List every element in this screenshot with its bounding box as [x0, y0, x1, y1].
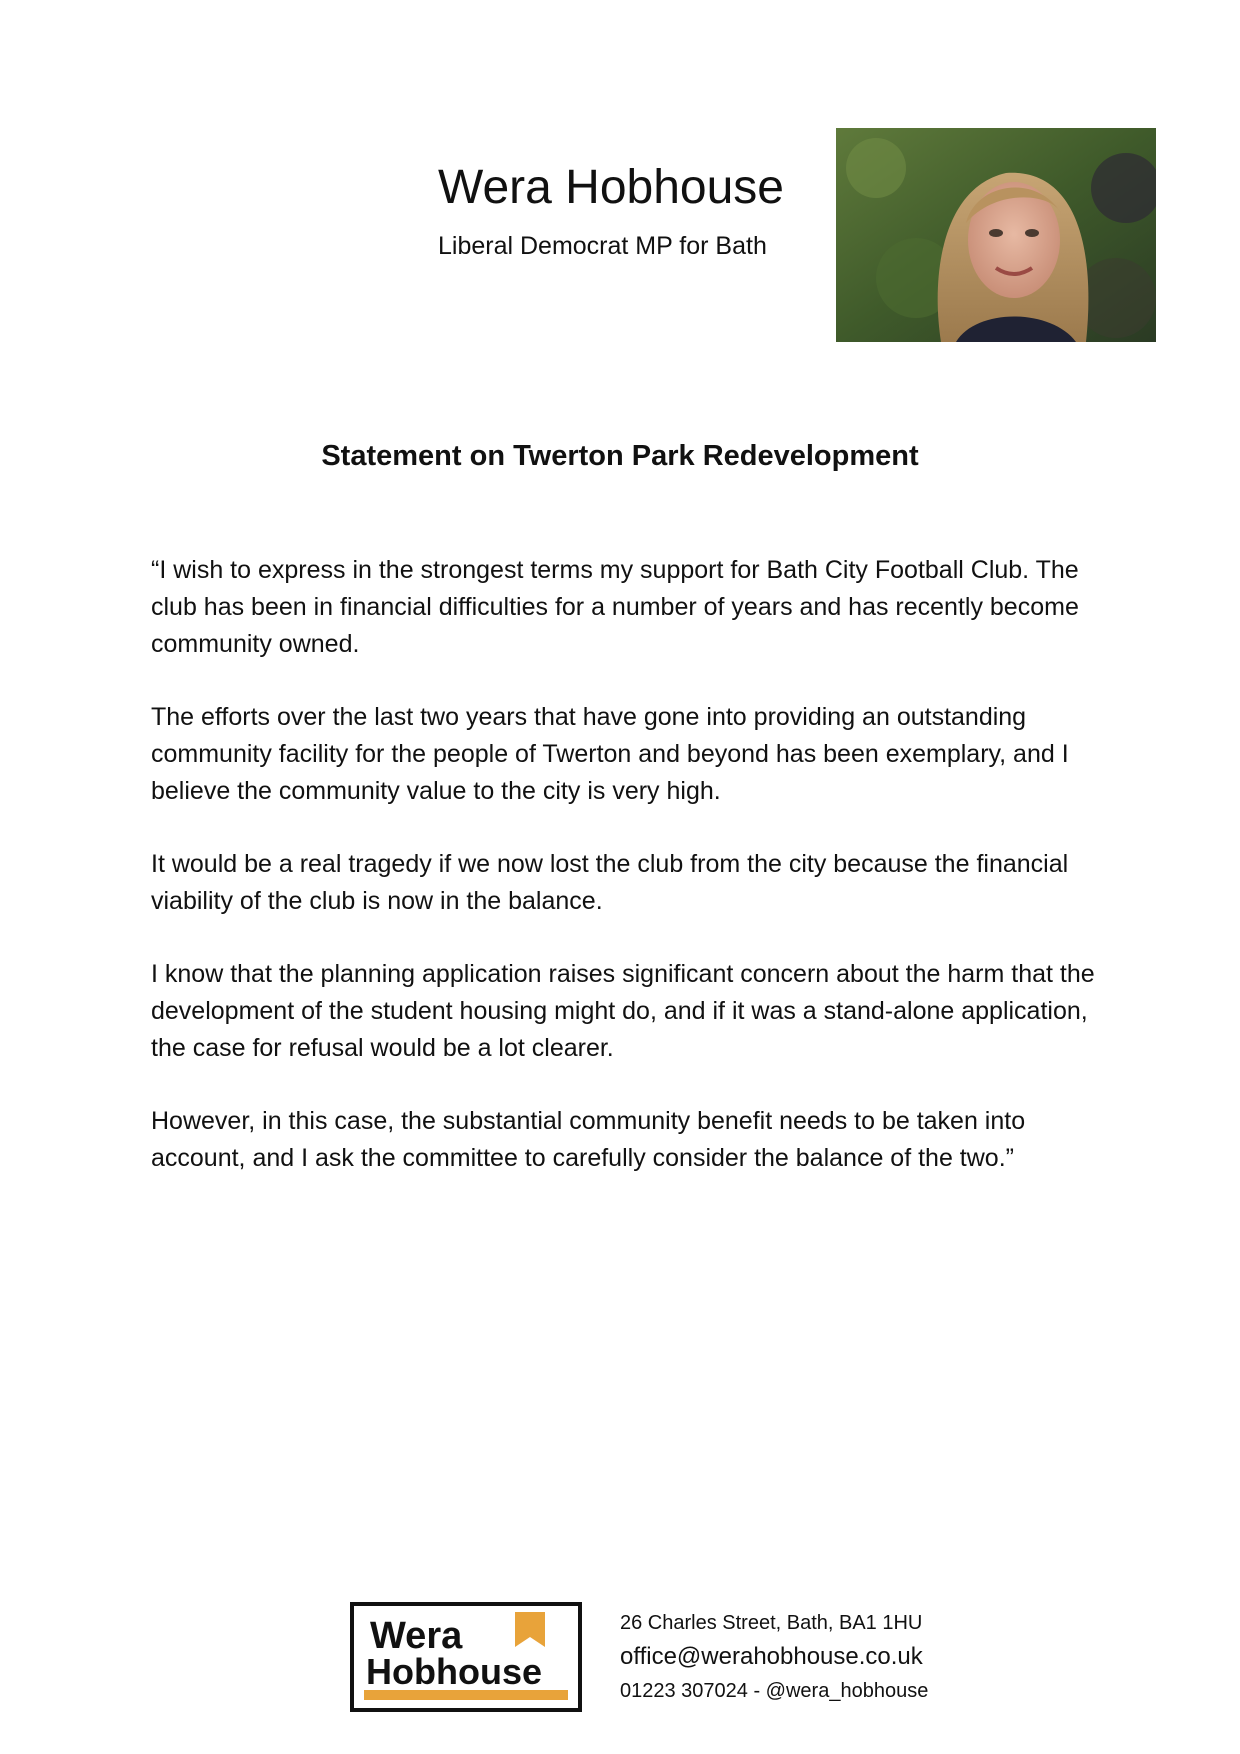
statement-paragraph: I know that the planning application raises significant concern about the harm that the development of the student housing might do, and if it was a stand-alone application, the case for refusal would be a lot clearer. — [151, 960, 1095, 1062]
portrait-photo — [836, 128, 1156, 342]
wera-hobhouse-logo — [350, 1602, 582, 1712]
logo-line1: Wera — [370, 1615, 463, 1657]
contact-details — [620, 1608, 980, 1706]
statement-paragraph: The efforts over the last two years that have gone into providing an outstanding community facility for the people of Twerton and beyond has been exemplary, and I believe the community value to the city is very high. — [151, 703, 1069, 805]
statement-paragraph: It would be a real tragedy if we now lost the club from the city because the financial viability of the club is now in the balance. — [151, 850, 1069, 915]
statement-paragraph: “I wish to express in the strongest terms my support for Bath City Football Club. The club has been in financial difficulties for a number of years and has recently become community owned. — [151, 556, 1079, 658]
letterhead — [0, 0, 1240, 360]
phone-and-social: 01223 307024 - @wera_hobhouse — [620, 1680, 929, 1702]
statement-title: Statement on Twerton Park Redevelopment — [321, 440, 919, 472]
mp-name: Wera Hobhouse — [438, 161, 784, 214]
office-address: 26 Charles Street, Bath, BA1 1HU — [620, 1612, 923, 1634]
statement-paragraph: However, in this case, the substantial community benefit needs to be taken into account, and I ask the committee to carefully consider the balance of the two.” — [151, 1107, 1026, 1172]
mp-subtitle: Liberal Democrat MP for Bath — [438, 232, 767, 260]
statement-body — [151, 552, 1101, 1213]
letter-footer — [0, 1590, 1240, 1720]
logo-line2: Hobhouse — [366, 1651, 542, 1692]
office-email[interactable]: office@werahobhouse.co.uk — [620, 1643, 923, 1670]
